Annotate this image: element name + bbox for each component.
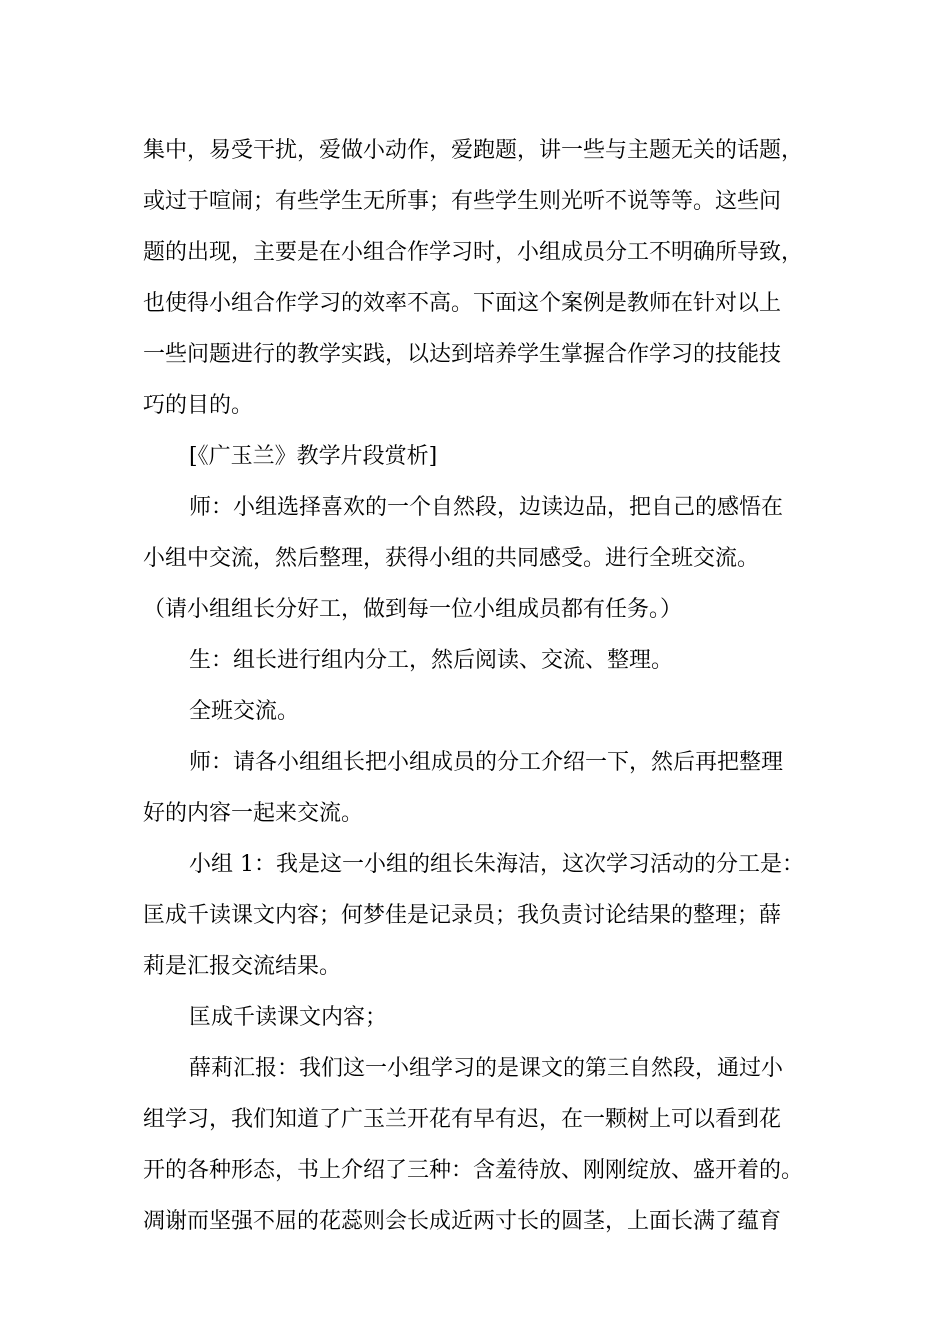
text-line: 题的出现，主要是在小组合作学习时，小组成员分工不明确所导致， (143, 240, 804, 265)
text-line: 莉是汇报交流结果。 (143, 954, 342, 979)
text-line: 或过于喧闹；有些学生无所事；有些学生则光听不说等等。这些问 (143, 189, 782, 214)
text-line: 凋谢而坚强不屈的花蕊则会长成近两寸长的圆茎，上面长满了蕴育 (143, 1209, 782, 1234)
text-line: 巧的目的。 (143, 393, 254, 418)
text-line: 薛莉汇报：我们这一小组学习的是课文的第三自然段，通过小 (189, 1056, 784, 1081)
text-line: 匡成千读课文内容； (189, 1005, 388, 1030)
text-line: 全班交流。 (189, 699, 300, 724)
section-heading: [《广玉兰》教学片段赏析] (189, 444, 438, 469)
text-line: 师：小组选择喜欢的一个自然段，边读边品，把自己的感悟在 (189, 495, 784, 520)
text-line: 组学习，我们知道了广玉兰开花有早有迟，在一颗树上可以看到花 (143, 1107, 782, 1132)
text-line: （请小组组长分好工，做到每一位小组成员都有任务。） (143, 597, 683, 622)
body-text (143, 125, 823, 1247)
text-line: 也使得小组合作学习的效率不高。下面这个案例是教师在针对以上 (143, 291, 782, 316)
text-line: 小组中交流，然后整理，获得小组的共同感受。进行全班交流。 (143, 546, 760, 571)
text-line: 一些问题进行的教学实践，以达到培养学生掌握合作学习的技能技 (143, 342, 782, 367)
text-line: 匡成千读课文内容；何梦佳是记录员；我负责讨论结果的整理；薛 (143, 903, 782, 928)
text-line: 小组 1：我是这一小组的组长朱海洁，这次学习活动的分工是： (189, 852, 804, 877)
text-line: 生：组长进行组内分工，然后阅读、交流、整理。 (189, 648, 674, 673)
text-line: 集中，易受干扰，爱做小动作，爱跑题，讲一些与主题无关的话题， (143, 138, 804, 163)
text-line: 开的各种形态，书上介绍了三种：含羞待放、刚刚绽放、盛开着的。 (143, 1158, 804, 1183)
text-line: 师：请各小组组长把小组成员的分工介绍一下，然后再把整理 (189, 750, 784, 775)
text-line: 好的内容一起来交流。 (143, 801, 364, 826)
